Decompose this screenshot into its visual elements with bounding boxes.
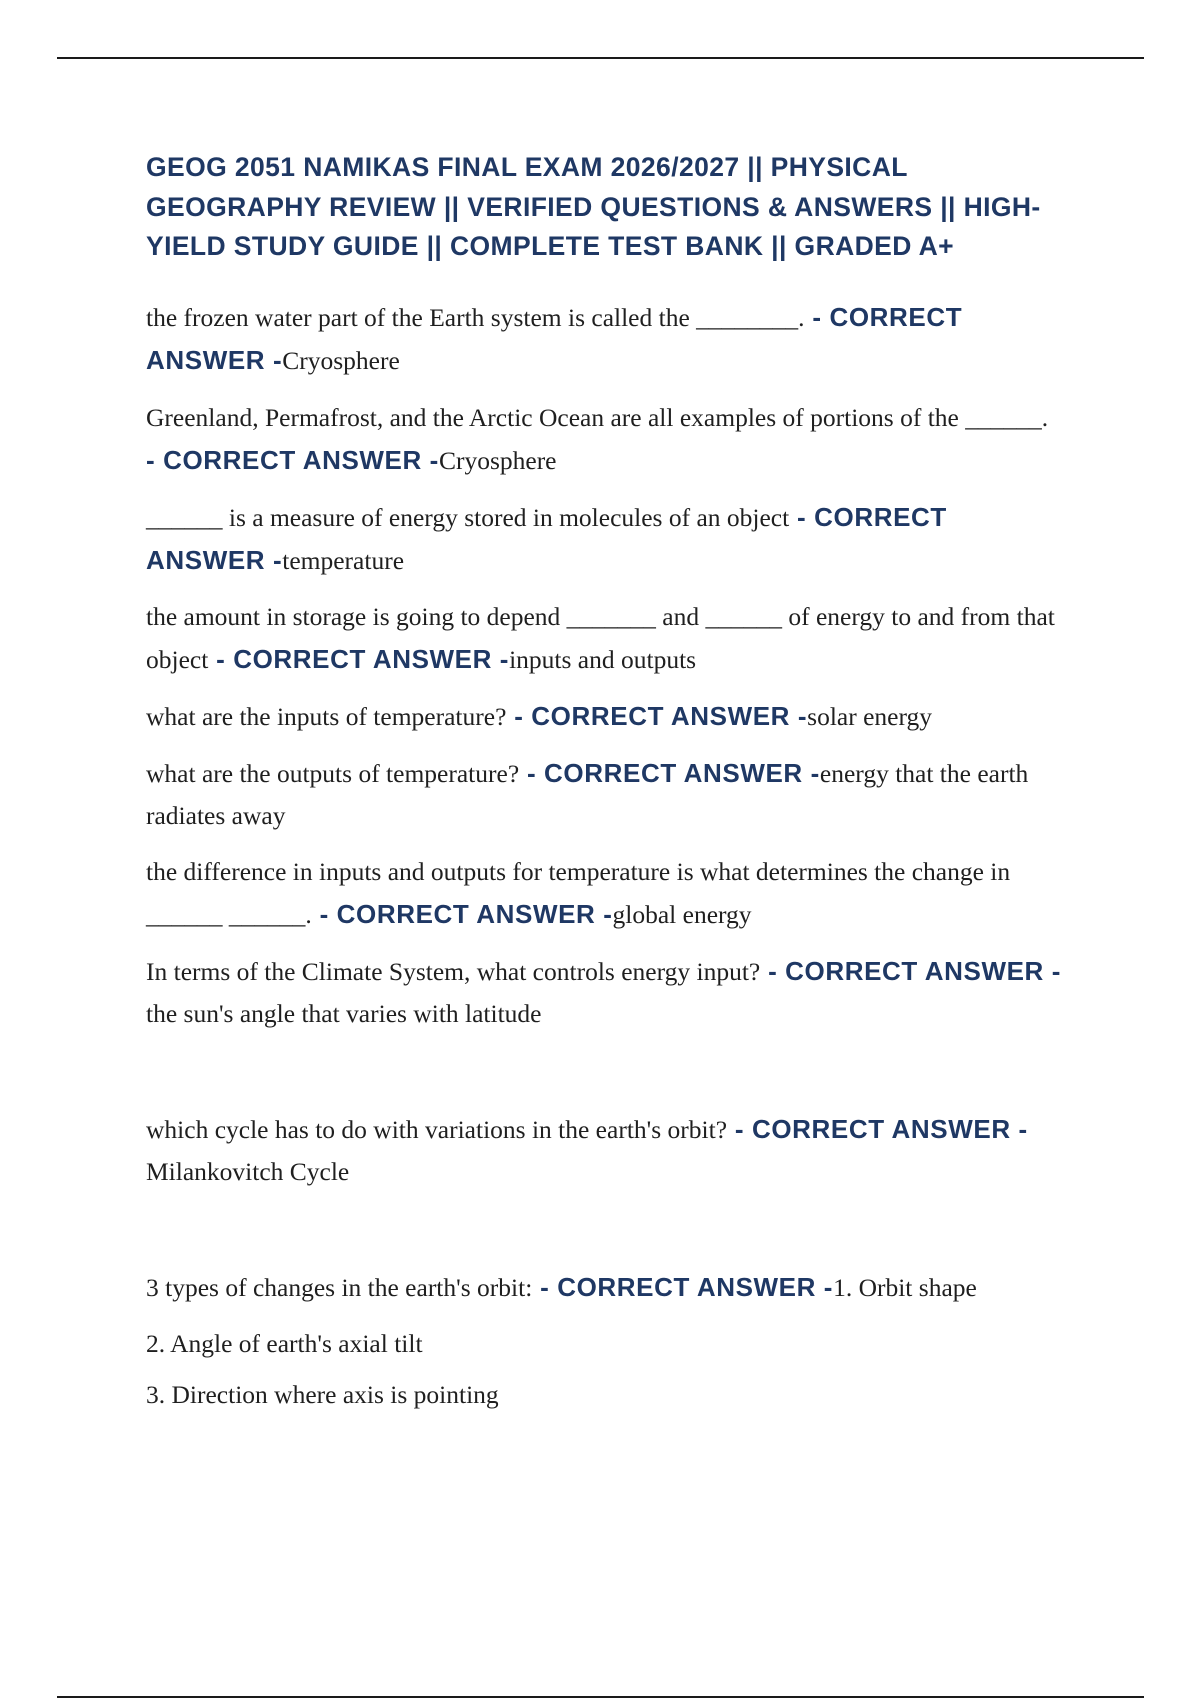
question-text: what are the outputs of temperature? xyxy=(146,758,520,788)
answer-text: 1. Orbit shape xyxy=(833,1272,977,1302)
answer-separator: - xyxy=(208,643,234,674)
qa-item xyxy=(146,496,1061,582)
qa-item xyxy=(146,752,1061,837)
correct-answer-label: CORRECT ANSWER - xyxy=(146,501,947,575)
question-text: ______ is a measure of energy stored in molecules of an object xyxy=(146,502,790,532)
correct-answer-label: CORRECT ANSWER - xyxy=(557,1271,834,1302)
answer-continuation-line: 3. Direction where axis is pointing xyxy=(146,1379,499,1409)
correct-answer-label: CORRECT ANSWER - xyxy=(146,301,963,375)
correct-answer-label: CORRECT ANSWER - xyxy=(544,757,820,788)
answer-separator: - xyxy=(506,700,532,731)
correct-answer-label: CORRECT ANSWER - xyxy=(336,898,613,929)
question-text: 3 types of changes in the earth's orbit: xyxy=(146,1272,533,1302)
answer-text: inputs and outputs xyxy=(509,644,697,674)
bottom-rule xyxy=(57,1696,1144,1698)
answer-separator: - xyxy=(727,1113,752,1144)
correct-answer-label: CORRECT ANSWER - xyxy=(163,444,439,475)
qa-item xyxy=(146,396,1061,482)
correct-answer-label: CORRECT ANSWER - xyxy=(233,643,510,674)
answer-separator: - xyxy=(311,898,337,929)
question-text: what are the inputs of temperature? xyxy=(146,701,507,731)
answer-text: Cryosphere xyxy=(282,345,400,375)
answer-text: the sun's angle that varies with latitude xyxy=(146,998,542,1028)
top-rule xyxy=(57,57,1144,59)
qa-item xyxy=(146,596,1061,681)
question-text: the frozen water part of the Earth system is called the ________. xyxy=(146,302,805,332)
answer-separator: - xyxy=(519,757,545,788)
document-title: GEOG 2051 NAMIKAS FINAL EXAM 2026/2027 || PHYSICAL GEOGRAPHY REVIEW || VERIFIED QUESTIONS & ANSWERS || HIGH-YIELD STUDY GUIDE || COMPLETE TEST BANK || GRADED A+ xyxy=(146,152,1041,261)
answer-text: Milankovitch Cycle xyxy=(146,1156,350,1186)
correct-answer-label: CORRECT ANSWER - xyxy=(785,955,1062,986)
answer-text: Cryosphere xyxy=(438,445,557,475)
answer-separator: - xyxy=(804,301,830,332)
answer-separator: - xyxy=(532,1271,558,1302)
qa-item xyxy=(146,1108,1061,1193)
answer-separator: - xyxy=(146,444,164,475)
page-content xyxy=(146,148,1061,1425)
question-text: which cycle has to do with variations in the earth's orbit? xyxy=(146,1114,728,1144)
qa-item xyxy=(146,851,1061,936)
answer-text: solar energy xyxy=(807,701,933,731)
correct-answer-label: CORRECT ANSWER - xyxy=(531,700,808,731)
qa-item xyxy=(146,950,1061,1035)
qa-item xyxy=(146,695,1061,738)
answer-separator: - xyxy=(789,501,815,532)
qa-item xyxy=(146,296,1061,382)
question-text: the difference in inputs and outputs for temperature is what determines the change in ______ ______. xyxy=(146,856,1011,929)
question-text: In terms of the Climate System, what controls energy input? xyxy=(146,956,761,986)
answer-separator: - xyxy=(760,955,786,986)
answer-text: global energy xyxy=(612,899,752,929)
correct-answer-label: CORRECT ANSWER - xyxy=(751,1113,1028,1144)
answer-text: temperature xyxy=(282,545,405,575)
answer-continuation-line: 2. Angle of earth's axial tilt xyxy=(146,1328,423,1358)
question-text: the amount in storage is going to depend _______ and ______ of energy to and from that object xyxy=(146,601,1055,674)
question-text: Greenland, Permafrost, and the Arctic Ocean are all examples of portions of the ______. xyxy=(146,402,1049,432)
answer-text: energy that the earth radiates away xyxy=(146,758,1029,830)
qa-item xyxy=(146,1266,1061,1309)
